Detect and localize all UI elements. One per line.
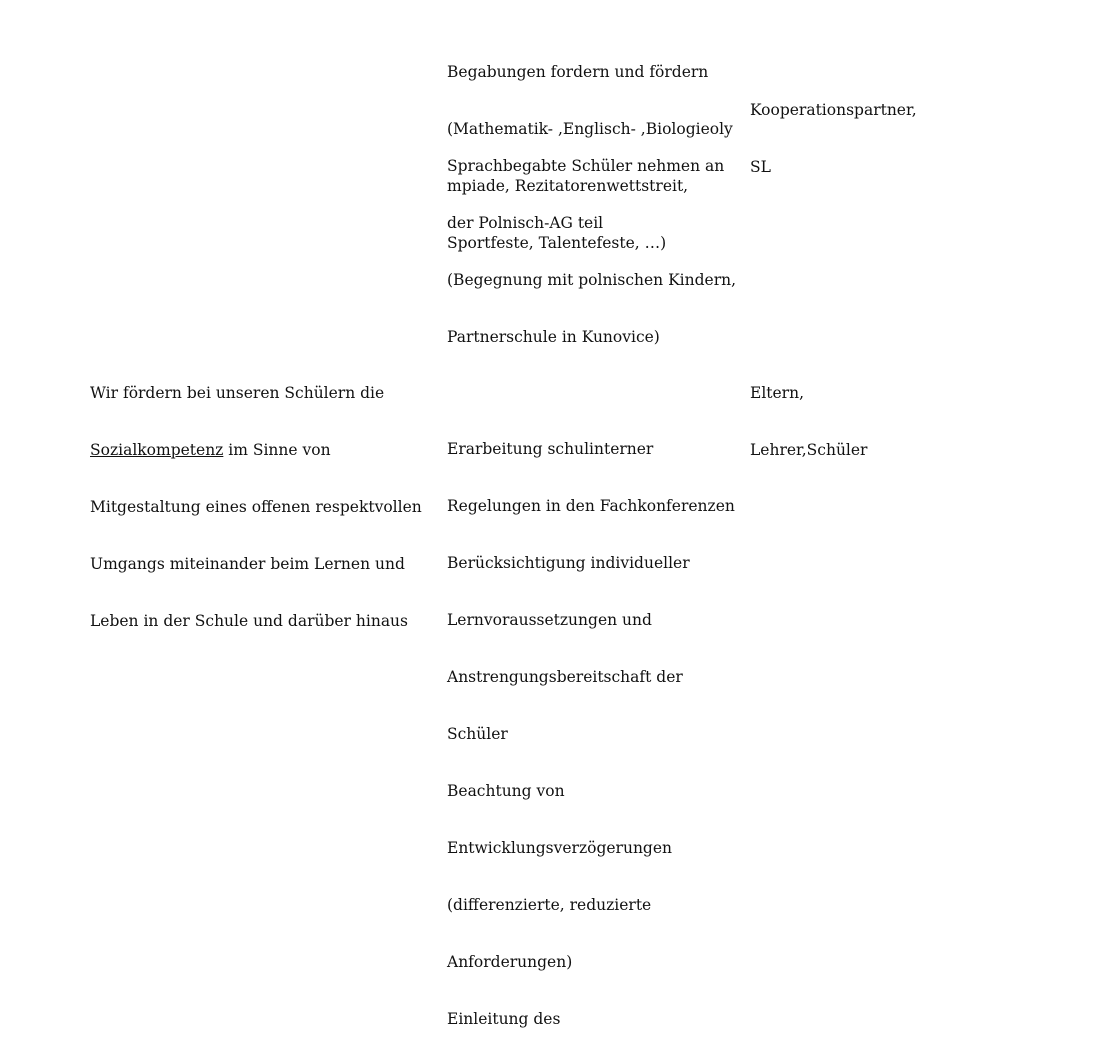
text-line: Kooperationspartner,: [750, 101, 917, 119]
text-fragment: im Sinne von: [223, 441, 331, 459]
text-line: Leben in der Schule und darüber hinaus: [90, 612, 408, 630]
text-line: (Begegnung mit polnischen Kindern,: [447, 271, 737, 289]
partners-talent-promotion: [750, 63, 917, 196]
text-line: Anstrengungsbereitschaft der: [447, 668, 683, 686]
text-line: Umgangs miteinander beim Lernen und: [90, 555, 405, 573]
text-line: (differenzierte, reduzierte: [447, 896, 652, 914]
text-line: Eltern,: [750, 384, 804, 402]
social-competence-keyword: Sozialkompetenz: [90, 441, 224, 459]
text-line: Berücksichtigung individueller: [447, 554, 690, 572]
text-line: Sprachbegabte Schüler nehmen an: [447, 157, 725, 175]
text-line: Schüler: [447, 725, 508, 743]
text-line: Wir fördern bei unseren Schülern die: [90, 384, 385, 402]
text-line: Beachtung von: [447, 782, 565, 800]
text-line: der Polnisch-AG teil: [447, 214, 604, 232]
text-line: Entwicklungsverzögerungen: [447, 839, 673, 857]
text-line: Erarbeitung schulinterner: [447, 440, 654, 458]
text-line: Lernvoraussetzungen und: [447, 611, 652, 629]
measures-social-competence: [447, 402, 735, 1048]
text-line: Partnerschule in Kunovice): [447, 328, 660, 346]
goal-social-competence: [90, 346, 422, 650]
text-line: Einleitung des: [447, 1010, 561, 1028]
text-line: mpiade, Rezitatorenwettstreit,: [447, 177, 689, 195]
measures-polish-club: [447, 119, 736, 366]
text-line: Anforderungen): [447, 953, 573, 971]
text-line: Lehrer,Schüler: [750, 441, 868, 459]
text-line: Sportfeste, Talentefeste, …): [447, 234, 667, 252]
text-line: (Mathematik- ,Englisch- ,Biologieoly: [447, 120, 733, 138]
text-line: Regelungen in den Fachkonferenzen: [447, 497, 735, 515]
text-line: Begabungen fordern und fördern: [447, 63, 709, 81]
text-line: Mitgestaltung eines offenen respektvollen: [90, 498, 422, 516]
text-line: SL: [750, 158, 771, 176]
partners-social-competence: [750, 346, 867, 479]
text-line: [90, 441, 422, 460]
